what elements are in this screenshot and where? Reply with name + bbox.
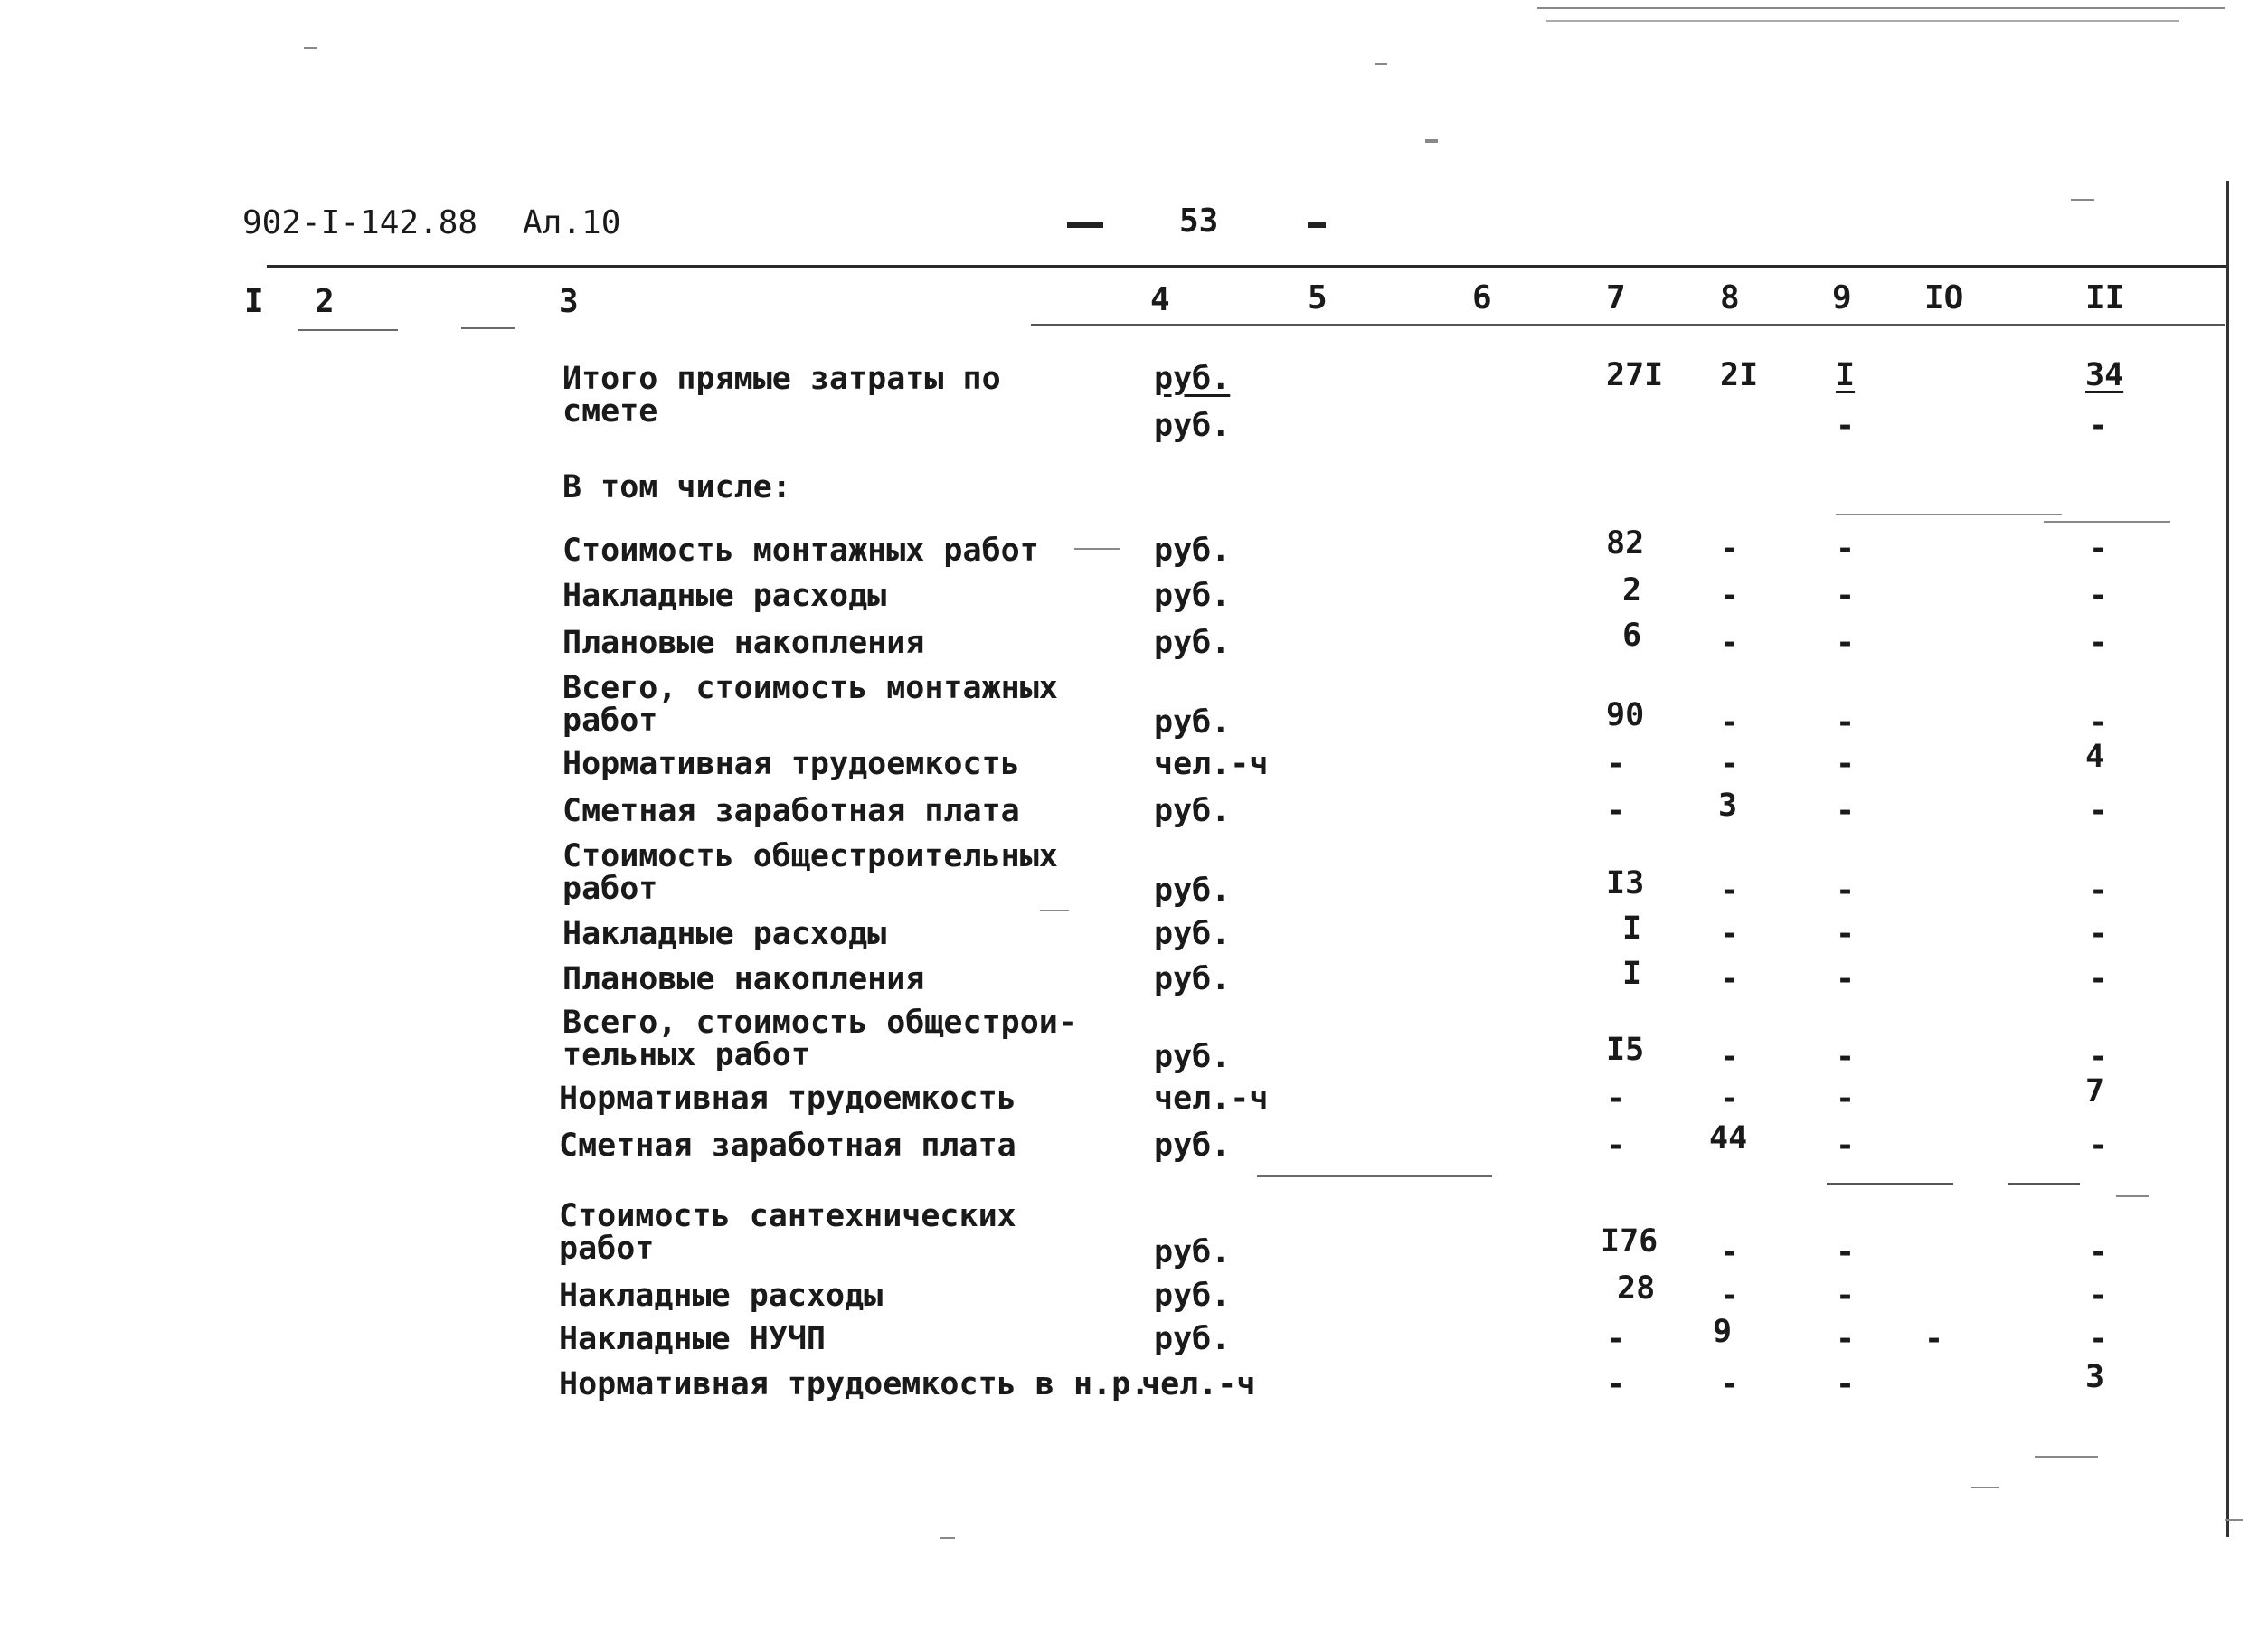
row-16-col7: -: [1606, 1321, 1626, 1357]
row-17-col7: -: [1606, 1366, 1626, 1402]
scan-mark: [2044, 521, 2170, 523]
row-10-label: Плановые накопления: [562, 961, 925, 997]
scan-mark: [2071, 199, 2094, 201]
row-14-col9: -: [1836, 1234, 1856, 1270]
row-2-col11: -: [2089, 531, 2109, 567]
row-13-col7: -: [1606, 1128, 1626, 1164]
col-header-7: 7: [1606, 279, 1626, 316]
row-14-label-1: Стоимость сантехнических: [559, 1198, 1016, 1234]
section-rule-a: [1257, 1175, 1492, 1177]
row-6-label: Нормативная трудоемкость: [562, 746, 1020, 782]
row-3-col7: 2: [1622, 572, 1642, 609]
row-6-col11: 4: [2085, 739, 2105, 775]
row-5-col11: -: [2089, 704, 2109, 741]
row-8-col9: -: [1836, 873, 1856, 909]
row-17-col9: -: [1836, 1366, 1856, 1402]
row-15-col9: -: [1836, 1278, 1856, 1314]
row-7-col9: -: [1836, 793, 1856, 829]
row-14-col11: -: [2089, 1234, 2109, 1270]
col-header-4: 4: [1150, 281, 1170, 318]
col-header-11: II: [2085, 279, 2125, 316]
document-code: 902-I-142.88: [242, 204, 478, 241]
row-total-col9b: -: [1836, 408, 1856, 444]
row-12-col7: -: [1606, 1081, 1626, 1117]
row-11-label-1: Всего, стоимость общестрои-: [562, 1005, 1077, 1041]
row-2-col9: -: [1836, 531, 1856, 567]
row-3-col11: -: [2089, 578, 2109, 614]
col-header-8: 8: [1720, 279, 1740, 316]
row-12-col8: -: [1720, 1081, 1740, 1117]
row-9-col7: I: [1622, 911, 1642, 947]
header-rule-b: [461, 327, 515, 329]
row-15-col7: 28: [1617, 1270, 1656, 1307]
row-4-col8: -: [1720, 625, 1740, 661]
row-total-col11: 34: [2085, 357, 2124, 393]
scan-mark: [1537, 7, 2225, 9]
row-11-label-2: тельных работ: [562, 1037, 810, 1073]
row-9-col11: -: [2089, 916, 2109, 952]
scan-mark: [1836, 514, 2062, 515]
row-9-label: Накладные расходы: [562, 916, 887, 952]
row-6-col9: -: [1836, 746, 1856, 782]
row-4-col7: 6: [1622, 618, 1642, 654]
right-border: [2226, 181, 2229, 1537]
row-16-unit: руб.: [1154, 1321, 1231, 1357]
row-9-col9: -: [1836, 916, 1856, 952]
row-total-col9: I: [1836, 357, 1856, 393]
row-total-unit-1: руб.: [1154, 361, 1231, 397]
row-16-col9: -: [1836, 1321, 1856, 1357]
scan-mark: [2225, 1519, 2243, 1521]
row-6-unit: чел.-ч: [1154, 746, 1269, 782]
row-7-unit: руб.: [1154, 793, 1231, 829]
row-10-col9: -: [1836, 961, 1856, 997]
table-top-rule: [267, 265, 2229, 268]
row-3-unit: руб.: [1154, 578, 1231, 614]
row-10-col11: -: [2089, 961, 2109, 997]
row-14-unit: руб.: [1154, 1234, 1231, 1270]
row-7-col8: 3: [1718, 788, 1738, 824]
scan-mark: [1074, 548, 1120, 550]
row-2-unit: руб.: [1154, 533, 1231, 569]
row-12-col11: 7: [2085, 1073, 2105, 1109]
row-total-col7: 27I: [1606, 357, 1664, 393]
row-17-unit: чел.-ч: [1141, 1366, 1256, 1402]
row-7-col7: -: [1606, 793, 1626, 829]
scan-mark: [1971, 1487, 1999, 1488]
scan-mark: [2035, 1456, 2098, 1458]
row-13-col11: -: [2089, 1128, 2109, 1164]
row-7-col11: -: [2089, 793, 2109, 829]
section-rule-b: [1827, 1183, 1953, 1185]
row-16-col11: -: [2089, 1321, 2109, 1357]
scan-mark: [1425, 139, 1438, 143]
row-9-col8: -: [1720, 916, 1740, 952]
sheet-label: Ал.10: [523, 204, 621, 241]
row-7-label: Сметная заработная плата: [562, 793, 1020, 829]
row-5-label-1: Всего, стоимость монтажных: [562, 670, 1058, 706]
scan-mark: [1375, 63, 1387, 65]
row-3-col8: -: [1720, 578, 1740, 614]
row-2-label: Стоимость монтажных работ: [562, 533, 1039, 569]
row-11-col11: -: [2089, 1039, 2109, 1075]
row-12-col9: -: [1836, 1081, 1856, 1117]
row-total-label-2: смете: [562, 393, 658, 430]
row-13-unit: руб.: [1154, 1128, 1231, 1164]
col-header-10: IO: [1924, 279, 1964, 316]
row-2-col8: -: [1720, 531, 1740, 567]
row-15-unit: руб.: [1154, 1278, 1231, 1314]
row-4-col11: -: [2089, 625, 2109, 661]
row-8-col11: -: [2089, 873, 2109, 909]
col-header-5: 5: [1308, 279, 1328, 316]
row-total-label-1: Итого прямые затраты по: [562, 361, 1001, 397]
row-5-unit: руб.: [1154, 704, 1231, 741]
row-total-col8: 2I: [1720, 357, 1759, 393]
row-12-label: Нормативная трудоемкость: [559, 1081, 1016, 1117]
page-dash-right: [1308, 222, 1326, 228]
row-15-col8: -: [1720, 1278, 1740, 1314]
row-16-label: Накладные НУЧП: [559, 1321, 827, 1357]
row-15-col11: -: [2089, 1278, 2109, 1314]
row-10-col7: I: [1622, 956, 1642, 992]
row-16-col10: -: [1924, 1321, 1944, 1357]
scan-mark: [940, 1537, 955, 1539]
scan-mark: [1040, 910, 1069, 911]
col-header-9: 9: [1832, 279, 1852, 316]
row-11-unit: руб.: [1154, 1039, 1231, 1075]
col-header-3: 3: [559, 283, 579, 320]
row-10-unit: руб.: [1154, 961, 1231, 997]
scan-mark: [304, 47, 317, 49]
row-3-label: Накладные расходы: [562, 578, 887, 614]
row-3-col9: -: [1836, 578, 1856, 614]
row-6-col7: -: [1606, 746, 1626, 782]
row-11-col8: -: [1720, 1039, 1740, 1075]
row-17-col11: 3: [2085, 1359, 2105, 1395]
row-14-col8: -: [1720, 1234, 1740, 1270]
row-17-label: Нормативная трудоемкость в н.р.: [559, 1366, 1150, 1402]
row-8-unit: руб.: [1154, 873, 1231, 909]
row-17-col8: -: [1720, 1366, 1740, 1402]
col-header-6: 6: [1472, 279, 1492, 316]
row-4-col9: -: [1836, 625, 1856, 661]
row-5-col7: 90: [1606, 697, 1645, 733]
page-dash-left: [1067, 222, 1103, 228]
row-6-col8: -: [1720, 746, 1740, 782]
row-14-col7: I76: [1601, 1223, 1658, 1260]
row-5-col9: -: [1836, 704, 1856, 741]
row-4-unit: руб.: [1154, 625, 1231, 661]
row-10-col8: -: [1720, 961, 1740, 997]
row-8-label-2: работ: [562, 871, 658, 907]
row-16-col8: 9: [1713, 1314, 1733, 1350]
header-rule-a: [298, 329, 398, 331]
row-5-label-2: работ: [562, 703, 658, 739]
header-rule-c: [1031, 324, 2225, 326]
row-4-label: Плановые накопления: [562, 625, 925, 661]
row-8-col7: I3: [1606, 865, 1645, 902]
row-8-col8: -: [1720, 873, 1740, 909]
scan-mark: [1546, 20, 2179, 22]
row-total-unit-2: руб.: [1154, 408, 1231, 444]
row-13-col8: 44: [1709, 1120, 1748, 1156]
row-11-col9: -: [1836, 1039, 1856, 1075]
row-15-label: Накладные расходы: [559, 1278, 884, 1314]
row-5-col8: -: [1720, 704, 1740, 741]
col-header-1: I: [244, 283, 264, 320]
row-12-unit: чел.-ч: [1154, 1081, 1269, 1117]
row-total-col11b: -: [2089, 408, 2109, 444]
col-header-2: 2: [315, 283, 335, 320]
page-number: 53: [1179, 203, 1219, 240]
row-13-label: Сметная заработная плата: [559, 1128, 1016, 1164]
section-including: В том числе:: [562, 469, 791, 505]
section-rule-c: [2008, 1183, 2080, 1185]
row-13-col9: -: [1836, 1128, 1856, 1164]
row-11-col7: I5: [1606, 1032, 1645, 1068]
row-14-label-2: работ: [559, 1231, 655, 1267]
row-2-col7: 82: [1606, 525, 1645, 562]
row-8-label-1: Стоимость общестроительных: [562, 838, 1058, 874]
scan-mark: [2116, 1195, 2149, 1197]
row-9-unit: руб.: [1154, 916, 1231, 952]
